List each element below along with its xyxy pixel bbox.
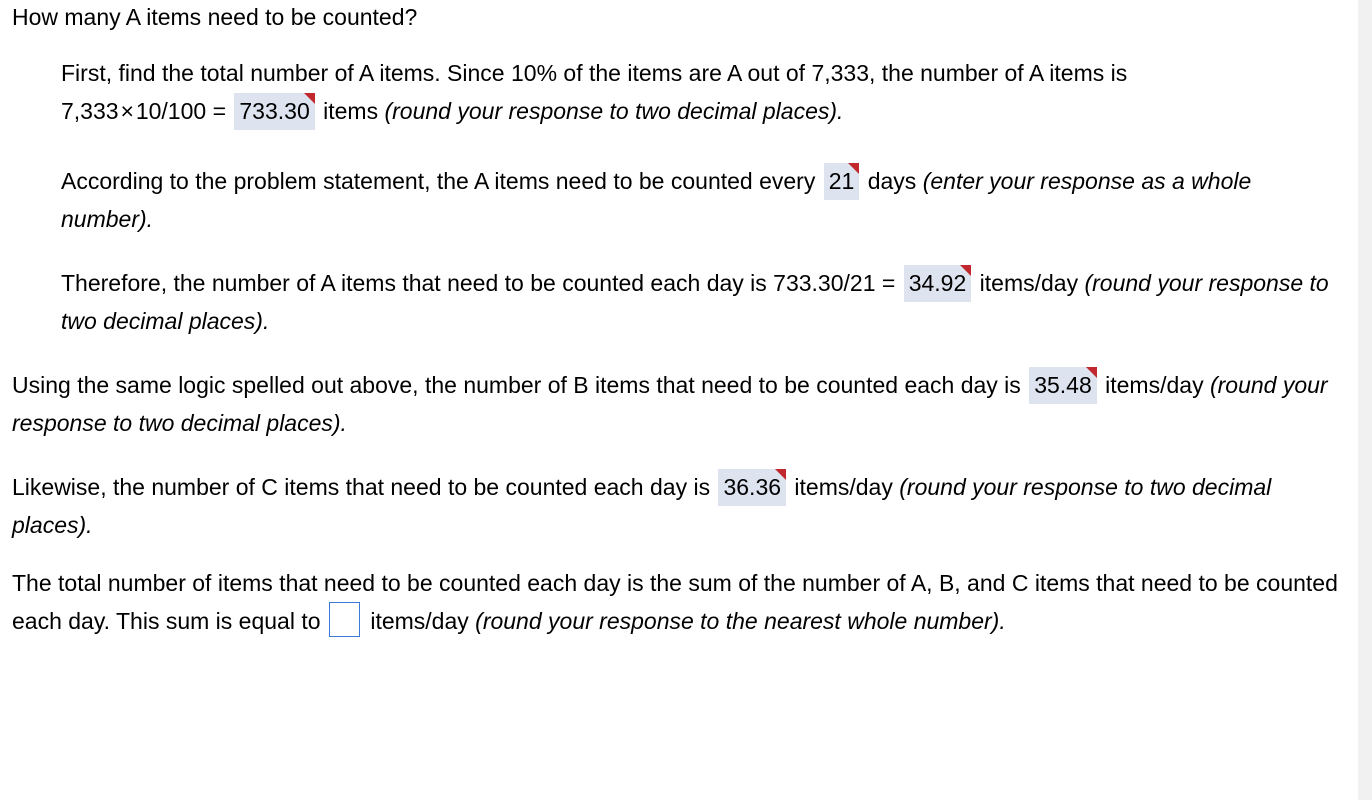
- step2-hint: (enter your response as a whole number).: [61, 168, 1252, 232]
- step6-text: The total number of items that need to be counted each day is the sum of the number of A, B, and C items that need to be counted each day. This sum is equal to: [12, 570, 1338, 634]
- answer-box-a-per-day: [904, 265, 972, 302]
- step-c-items-per-day: [12, 468, 1352, 544]
- answer-value: 733.30: [239, 98, 310, 124]
- step3-hint: (round your response to two decimal places).: [61, 270, 1329, 334]
- step5-text: Likewise, the number of C items that need to be counted each day is: [12, 474, 711, 500]
- step1-text: First, find the total number of A items. Since 10% of the items are A out of 7,333, the number of A items is: [61, 60, 1128, 86]
- answer-value: 34.92: [908, 270, 967, 296]
- step1-hint: (round your response to two decimal places).: [384, 98, 844, 124]
- incorrect-flag-icon: [775, 469, 786, 480]
- step4-unit: items/day: [1105, 372, 1204, 398]
- step3-text: Therefore, the number of A items that need to be counted each day is 733.30/21 =: [61, 270, 896, 296]
- step2-unit: days: [867, 168, 917, 194]
- question-title: How many A items need to be counted?: [12, 4, 418, 30]
- answer-value: 21: [828, 168, 855, 194]
- incorrect-flag-icon: [1086, 367, 1097, 378]
- answer-box-b-per-day: [1029, 367, 1097, 404]
- vertical-scrollbar[interactable]: [1358, 0, 1372, 800]
- step3-unit: items/day: [979, 270, 1079, 296]
- answer-box-days: [824, 163, 860, 200]
- step-total-a-items: [61, 54, 1346, 130]
- step2-text: According to the problem statement, the A items need to be counted every: [61, 168, 816, 194]
- step-count-frequency: [61, 162, 1346, 238]
- step-a-items-per-day: [61, 264, 1346, 340]
- step-b-items-per-day: [12, 366, 1352, 442]
- step6-unit: items/day: [370, 608, 469, 634]
- step5-unit: items/day: [794, 474, 893, 500]
- step4-hint: (round your response to two decimal places).: [12, 372, 1328, 436]
- step6-hint: (round your response to the nearest whole number).: [475, 608, 1006, 634]
- step4-text: Using the same logic spelled out above, the number of B items that need to be counted each day is: [12, 372, 1021, 398]
- incorrect-flag-icon: [848, 163, 859, 174]
- total-items-input[interactable]: [329, 602, 360, 637]
- step-total-per-day: [12, 564, 1352, 640]
- answer-value: 36.36: [723, 474, 782, 500]
- answer-value: 35.48: [1034, 372, 1092, 398]
- answer-box-a-total: [234, 93, 314, 130]
- step1-unit: items: [323, 98, 379, 124]
- step1-formula: 7,333 × 10/100 =: [61, 98, 226, 124]
- incorrect-flag-icon: [304, 93, 315, 104]
- incorrect-flag-icon: [960, 265, 971, 276]
- step5-hint: (round your response to two decimal places).: [12, 474, 1272, 538]
- answer-box-c-per-day: [718, 469, 786, 506]
